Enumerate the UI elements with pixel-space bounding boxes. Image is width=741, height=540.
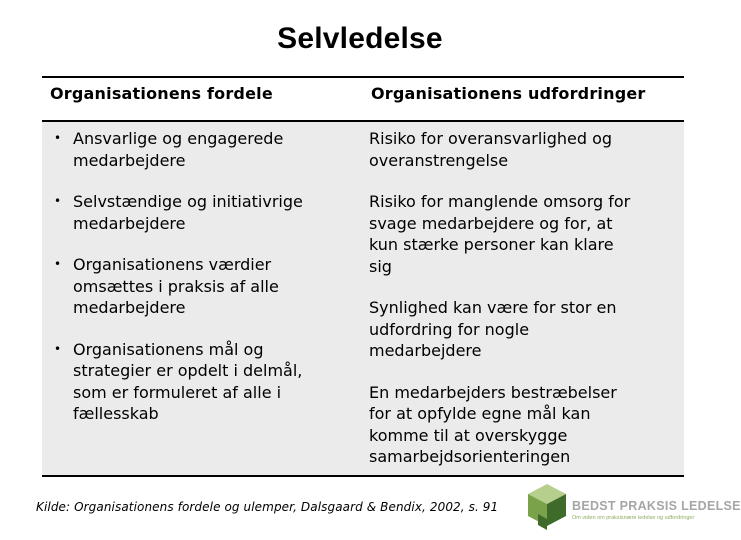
item-line: fællesskab	[73, 404, 159, 423]
item-line: samarbejdsorienteringen	[369, 447, 571, 466]
item-line: Risiko for manglende omsorg for	[369, 192, 631, 211]
source-citation: Kilde: Organisationens fordele og ulemper, Dalsgaard & Bendix, 2002, s. 91	[36, 500, 499, 514]
item-line: Organisationens værdier	[73, 255, 272, 274]
logo-name: BEDST PRAKSIS LEDELSE	[572, 499, 741, 513]
item-line: Organisationens mål og	[73, 339, 264, 359]
header-challenges: Organisationens udfordringer	[371, 84, 646, 103]
list-item	[50, 191, 350, 234]
header-advantages: Organisationens fordele	[50, 84, 273, 103]
item-line: kun stærke personer kan klare	[369, 235, 614, 254]
item-line: Selvstændige og initiativrige	[73, 192, 303, 211]
item-line: Risiko for overansvarlighed og	[369, 129, 613, 148]
item-line: for at opfylde egne mål kan	[369, 404, 591, 423]
list-item	[369, 297, 675, 362]
bullet: •	[54, 194, 62, 208]
item-line: som er formuleret af alle i	[73, 382, 282, 402]
item-line: omsættes i praksis af alle	[73, 276, 279, 296]
item-line: udfordring for nogle	[369, 319, 530, 339]
logo-mark-icon	[528, 484, 566, 530]
item-line: svage medarbejdere og for, at	[369, 213, 613, 233]
challenges-column	[369, 128, 675, 488]
bullet: •	[54, 131, 62, 145]
item-line: medarbejdere	[73, 213, 186, 233]
item-line: medarbejdere	[369, 341, 482, 360]
table-top-rule	[42, 76, 684, 78]
item-line: Synlighed kan være for stor en	[369, 298, 617, 317]
item-line: komme til at overskygge	[369, 425, 568, 445]
bullet: •	[54, 341, 62, 356]
item-line: medarbejdere	[73, 150, 186, 170]
advantages-column	[50, 128, 350, 445]
list-item	[50, 254, 350, 319]
table-header-rule	[42, 120, 684, 122]
item-line: medarbejdere	[73, 298, 186, 317]
item-line: strategier er opdelt i delmål,	[73, 361, 303, 380]
list-item	[50, 339, 350, 425]
item-line: sig	[369, 256, 392, 276]
logo-tagline: Om viden om praksisnære ledelse og udfordringer	[572, 515, 695, 521]
list-item	[369, 382, 675, 468]
list-item	[369, 191, 675, 277]
list-item	[50, 128, 350, 171]
item-line: overanstrengelse	[369, 150, 509, 170]
list-item	[369, 128, 675, 171]
item-line: En medarbejders bestræbelser	[369, 382, 617, 402]
item-line: Ansvarlige og engagerede	[73, 129, 284, 148]
bullet: •	[54, 257, 62, 271]
page-title: Selvledelse	[277, 22, 443, 55]
